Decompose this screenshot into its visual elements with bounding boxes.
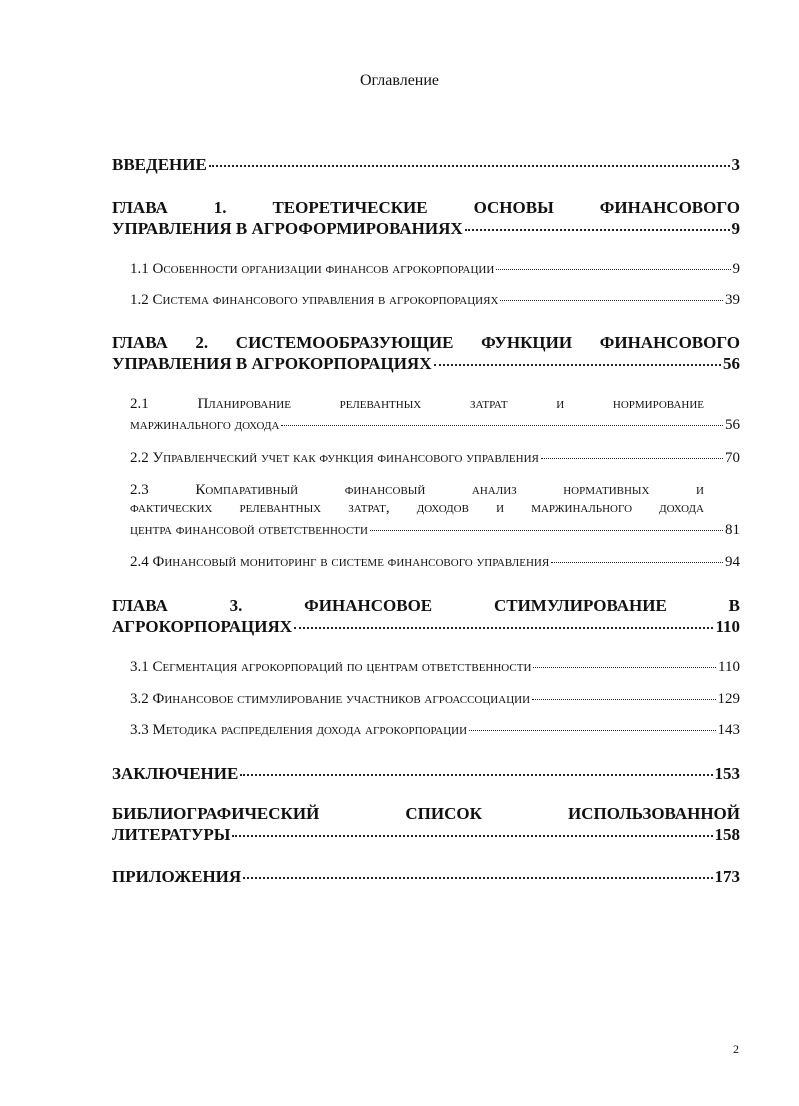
toc-entry-section-2-4[interactable] [130, 554, 740, 571]
toc-entry-page: 153 [714, 764, 740, 783]
toc-entry-label: 3.2 Финансовое стимулирование участников агроассоциации [130, 691, 531, 707]
toc-entry-section-1-2[interactable] [130, 292, 740, 309]
toc-entry-section-2-1-cont[interactable] [130, 417, 740, 434]
leader-dots [551, 562, 723, 563]
toc-entry-label-line1: БИБЛИОГРАФИЧЕСКИЙ СПИСОК ИСПОЛЬЗОВАННОЙ [112, 804, 740, 823]
toc-entry-bibliography[interactable] [112, 804, 740, 845]
toc-entry-page: 9 [732, 261, 740, 277]
toc-entry-label: 3.3 Методика распределения дохода агрокорпорации [130, 722, 468, 738]
toc-entry-intro[interactable] [112, 155, 740, 175]
toc-entry-label-line2: УПРАВЛЕНИЯ В АГРОКОРПОРАЦИЯХ [112, 354, 432, 373]
toc-entry-page: 173 [714, 867, 740, 886]
toc-title: Оглавление [359, 72, 440, 89]
leader-dots [243, 877, 712, 879]
toc-entry-section-2-3[interactable] [130, 482, 704, 517]
toc-entry-page: 70 [725, 450, 740, 466]
toc-entry-label-line1: ГЛАВА 2. СИСТЕМООБРАЗУЮЩИЕ ФУНКЦИИ ФИНАНСОВОГО [112, 333, 740, 352]
leader-dots [541, 458, 723, 459]
toc-entry-section-3-2[interactable] [130, 691, 740, 708]
toc-entry-label-line2: фактических релевантных затрат, доходов и маржинального дохода [130, 500, 704, 516]
toc-entry-label-line1: 2.1 Планирование релевантных затрат и нормирование [130, 396, 704, 412]
toc-entry-page: 110 [718, 659, 740, 675]
leader-dots [500, 300, 723, 301]
toc-entry-label: ПРИЛОЖЕНИЯ [112, 867, 242, 886]
toc-entry-section-2-3-cont[interactable] [130, 522, 740, 539]
leader-dots [209, 165, 730, 167]
leader-dots [532, 699, 715, 700]
toc-entry-label-line2: АГРОКОРПОРАЦИЯХ [112, 617, 293, 636]
leader-dots [533, 667, 716, 668]
toc-entry-label: ЗАКЛЮЧЕНИЕ [112, 764, 239, 783]
toc-entry-chapter-1[interactable] [112, 198, 740, 239]
leader-dots [281, 425, 723, 426]
leader-dots [232, 835, 712, 837]
toc-entry-page: 143 [717, 722, 740, 738]
leader-dots [240, 774, 712, 776]
toc-entry-section-3-3[interactable] [130, 722, 740, 739]
toc-entry-section-1-1[interactable] [130, 261, 740, 278]
toc-entry-label-line2: ЛИТЕРАТУРЫ [112, 825, 231, 844]
toc-entry-label: ВВЕДЕНИЕ [112, 155, 207, 174]
toc-entry-label-line3: центра финансовой ответственности [130, 522, 368, 538]
toc-entry-label: 1.1 Особенности организации финансов агрокорпорации [130, 261, 495, 277]
toc-entry-page: 56 [725, 417, 740, 433]
toc-entry-page: 158 [714, 825, 740, 844]
toc-entry-page: 39 [725, 292, 740, 308]
toc-entry-label-line1: 2.3 Компаративный финансовый анализ нормативных и [130, 482, 704, 498]
toc-entry-page: 94 [725, 554, 740, 570]
toc-entry-section-2-2[interactable] [130, 450, 740, 467]
toc-entry-section-3-1[interactable] [130, 659, 740, 676]
toc-entry-conclusion[interactable] [112, 764, 740, 784]
toc-entry-label-line2: маржинального дохода [130, 417, 280, 433]
toc-entry-page: 129 [717, 691, 740, 707]
toc-entry-chapter-2[interactable] [112, 333, 740, 374]
leader-dots [465, 229, 730, 231]
leader-dots [496, 269, 730, 270]
toc-entry-label-line2: УПРАВЛЕНИЯ В АГРОФОРМИРОВАНИЯХ [112, 219, 463, 238]
page-number: 2 [733, 1042, 739, 1056]
toc-entry-page: 56 [723, 354, 740, 373]
toc-entry-label: 2.4 Финансовый мониторинг в системе финансового управления [130, 554, 550, 570]
toc-entry-section-2-1[interactable] [130, 396, 704, 413]
leader-dots [294, 627, 713, 629]
toc-entry-page: 9 [731, 219, 740, 238]
toc-entry-label-line1: ГЛАВА 1. ТЕОРЕТИЧЕСКИЕ ОСНОВЫ ФИНАНСОВОГО [112, 198, 740, 217]
toc-entry-appendix[interactable] [112, 867, 740, 887]
toc-entry-label: 2.2 Управленческий учет как функция финансового управления [130, 450, 539, 466]
toc-entry-chapter-3[interactable] [112, 596, 740, 637]
toc-entry-label-line1: ГЛАВА 3. ФИНАНСОВОЕ СТИМУЛИРОВАНИЕ В [112, 596, 740, 615]
leader-dots [434, 364, 722, 366]
toc-entry-label: 3.1 Сегментация агрокорпораций по центрам ответственности [130, 659, 532, 675]
toc-entry-label: 1.2 Система финансового управления в агрокорпорациях [130, 292, 499, 308]
leader-dots [370, 530, 723, 531]
leader-dots [469, 730, 715, 731]
toc-entry-page: 81 [725, 522, 740, 538]
toc-entry-page: 3 [731, 155, 740, 174]
toc-entry-page: 110 [715, 617, 740, 636]
